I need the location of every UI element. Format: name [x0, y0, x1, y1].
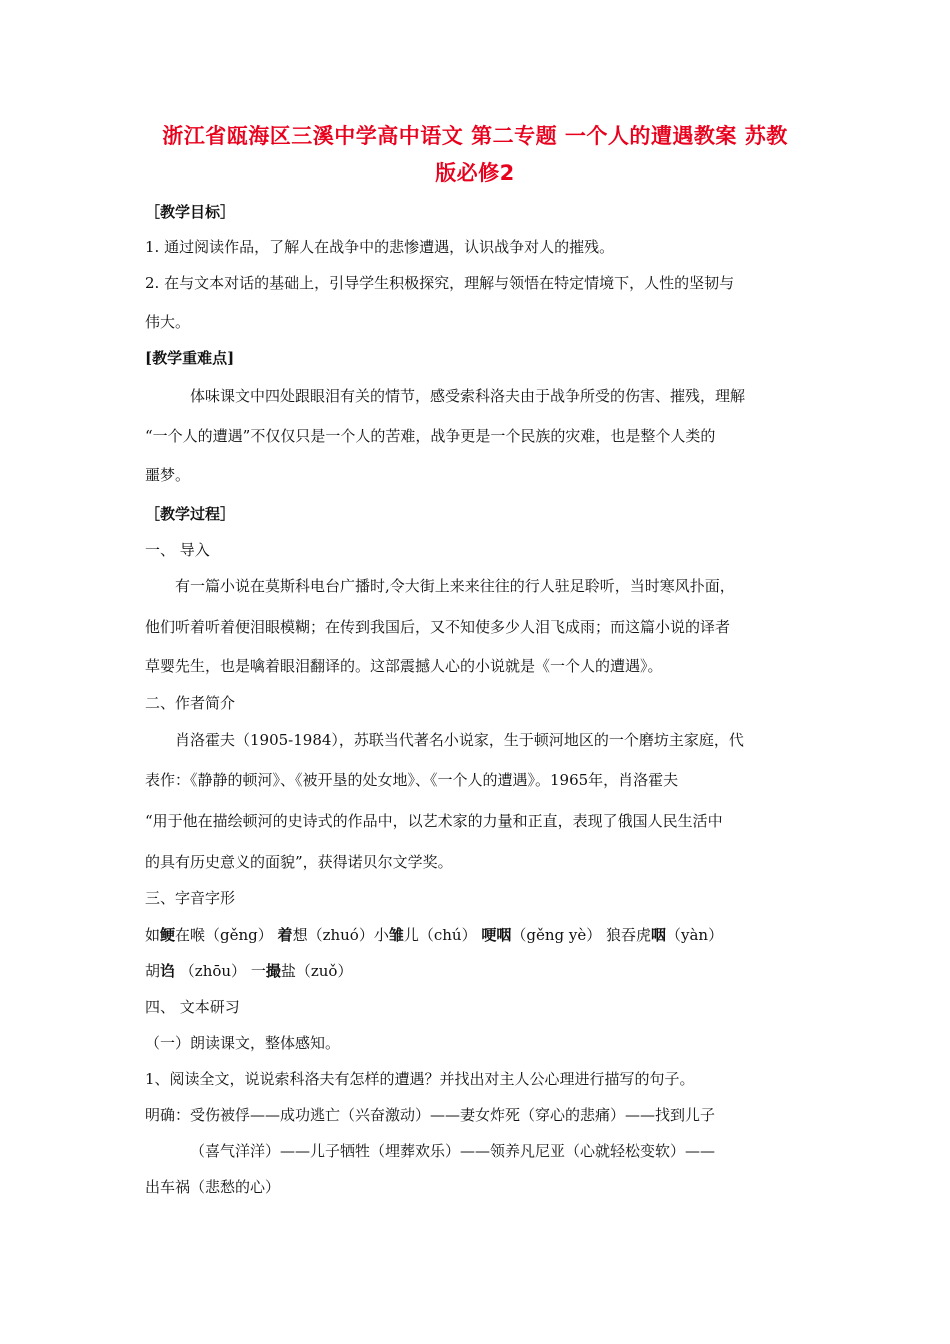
section-2-line-3: “用于他在描绘顿河的史诗式的作品中，以艺术家的力量和正直，表现了俄国人民生活中 [145, 812, 723, 830]
pron-text: 盐（zuǒ） [280, 962, 353, 980]
pron-bold-char: 鲠 [160, 926, 176, 944]
answer-line-1: 明确：受伤被俘——成功逃亡（兴奋激动）——妻女炸死（穿心的悲痛）——找到儿子 [145, 1106, 716, 1124]
section-2-line-1: 肖洛霍夫（1905-1984），苏联当代著名小说家，生于顿河地区的一个磨坊主家庭，代 [175, 731, 744, 749]
goal-2-line-1: 2. 在与文本对话的基础上，引导学生积极探究，理解与领悟在特定情境下，人性的坚韧与 [145, 274, 735, 292]
pron-bold-char: 撮 [265, 962, 281, 980]
goal-1: 1. 通过阅读作品，了解人在战争中的悲惨遭遇，认识战争对人的摧残。 [145, 238, 615, 256]
answer-line-3: 出车祸（悲愁的心） [145, 1178, 281, 1196]
section-2-heading: 二、作者简介 [145, 694, 236, 712]
pron-bold-char: 雏 [388, 926, 404, 944]
section-1-line-2: 他们听着听着便泪眼模糊；在传到我国后，又不知使多少人泪飞成雨；而这篇小说的译者 [145, 618, 731, 636]
goals-heading: ［教学目标］ [145, 203, 236, 221]
pron-text: （yàn） [666, 926, 724, 944]
pron-text: （gěng yè） 狼吞虎 [511, 926, 651, 944]
goal-2-line-2: 伟大。 [145, 313, 191, 331]
key-points-heading: [教学重难点] [145, 349, 235, 367]
pron-text: 想（zhuó）小 [292, 926, 389, 944]
pron-text: 如 [145, 926, 161, 944]
pron-text: 胡 [145, 962, 161, 980]
section-4-heading: 四、 文本研习 [145, 998, 240, 1016]
answer-line-2: （喜气洋洋）——儿子牺牲（埋葬欢乐）——领养凡尼亚（心就轻松变软）—— [190, 1142, 716, 1160]
doc-title-line-1: 浙江省瓯海区三溪中学高中语文 第二专题 一个人的遭遇教案 苏教 [162, 124, 788, 148]
pron-bold-char: 咽 [651, 926, 667, 944]
key-points-line-2: “一个人的遭遇”不仅仅只是一个人的苦难，战争更是一个民族的灾难，也是整个人类的 [145, 427, 716, 445]
section-2-line-4: 的具有历史意义的面貌”，获得诺贝尔文学奖。 [145, 853, 453, 871]
process-heading: ［教学过程］ [145, 505, 236, 523]
doc-title-line-2: 版必修2 [435, 161, 515, 185]
section-3-heading: 三、字音字形 [145, 889, 236, 907]
pron-bold-char: 着 [277, 926, 293, 944]
pron-text: 在喉（gěng） [175, 926, 278, 944]
key-points-line-3: 噩梦。 [145, 466, 191, 484]
section-4-sub-1: （一）朗读课文，整体感知。 [145, 1034, 341, 1052]
section-1-line-1: 有一篇小说在莫斯科电台广播时,令大街上来来往往的行人驻足聆听，当时寒风扑面， [175, 577, 735, 595]
pron-text: 儿（chú） [403, 926, 482, 944]
pron-bold-char: 诌 [160, 962, 176, 980]
section-2-line-2: 表作：《静静的顿河》、《被开垦的处女地》、《一个人的遭遇》。1965年，肖洛霍夫 [145, 771, 679, 789]
pronunciation-line-2 [145, 961, 352, 981]
pron-bold-char: 哽咽 [481, 926, 512, 944]
section-1-heading: 一、 导入 [145, 541, 210, 559]
pron-text: （zhōu） 一 [175, 962, 266, 980]
section-1-line-3: 草婴先生，也是噙着眼泪翻译的。这部震撼人心的小说就是《一个人的遭遇》。 [145, 657, 663, 675]
question-1: 1、阅读全文，说说索科洛夫有怎样的遭遇？并找出对主人公心理进行描写的句子。 [145, 1070, 695, 1088]
key-points-line-1: 体味课文中四处跟眼泪有关的情节，感受索科洛夫由于战争所受的伤害、摧残，理解 [190, 387, 746, 405]
pronunciation-line-1 [145, 925, 723, 945]
